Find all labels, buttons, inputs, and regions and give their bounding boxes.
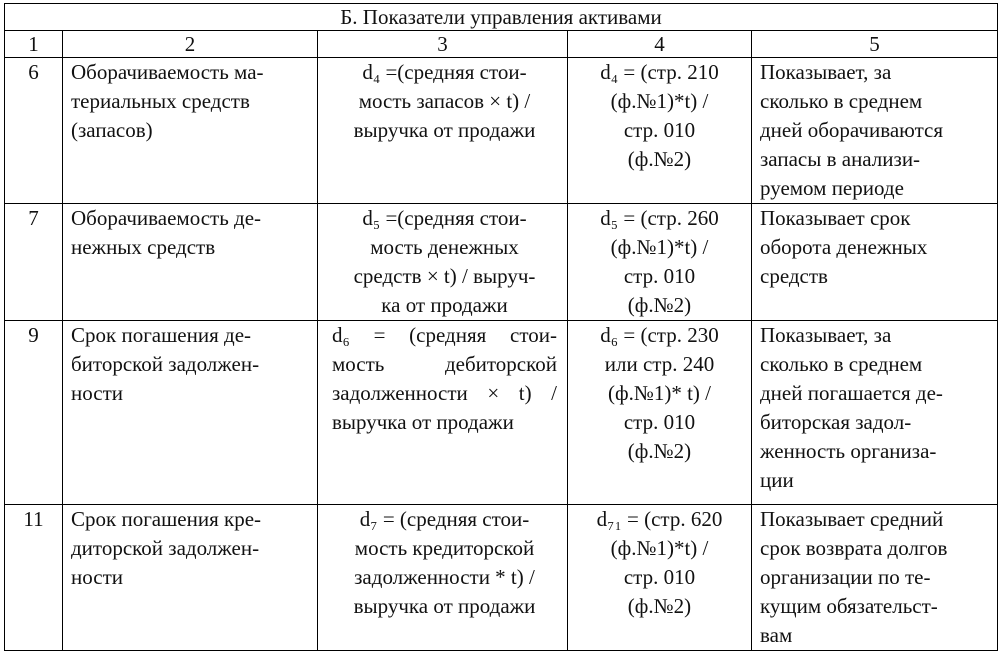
description-cell [752, 505, 998, 651]
indicator-name-line: Срок погашения кре- [71, 507, 262, 531]
indicator-name-line: териальных средств [71, 89, 250, 113]
formula-line: выручка от продажи [353, 594, 536, 618]
column-number-row [5, 31, 998, 58]
formula-line: средств × t) / выруч- [353, 264, 536, 288]
formula-line: d₆ = (средняя стои- [332, 323, 557, 347]
indicator-name-line: нежных средств [71, 235, 216, 259]
indicator-name [63, 204, 318, 321]
report-line: (ф.№1)*t) / [610, 536, 709, 560]
indicator-name-line: Оборачиваемость ма- [71, 60, 264, 84]
row-number: 9 [5, 321, 63, 505]
report-line: стр. 010 [623, 118, 696, 142]
indicator-name-line: ности [71, 381, 123, 405]
report-line: стр. 010 [623, 264, 696, 288]
report-line: (ф.№2) [627, 147, 692, 171]
report-line: d₄ = (стр. 210 [600, 60, 719, 84]
table-row [5, 505, 998, 651]
description-line: Показывает средний [760, 507, 944, 531]
description-line: вам [760, 623, 793, 647]
report-line: стр. 010 [623, 565, 696, 589]
formula-line: d₅ =(средняя стои- [362, 206, 527, 230]
description-line: сколько в среднем [760, 89, 923, 113]
column-number-4: 4 [568, 31, 752, 58]
asset-management-table [4, 3, 998, 651]
formula-cell [318, 204, 568, 321]
description-line: женность организа- [760, 439, 937, 463]
indicator-name-line: ности [71, 565, 123, 589]
description-line: ции [760, 468, 794, 492]
formula-line: d₇ = (средняя стои- [359, 507, 530, 531]
formula-line: мость денежных [370, 235, 519, 259]
formula-line: задолженности × t) / [332, 381, 557, 405]
row-number: 7 [5, 204, 63, 321]
indicator-name-line: Срок погашения де- [71, 323, 252, 347]
description-line: сколько в среднем [760, 352, 923, 376]
column-number-1: 1 [5, 31, 63, 58]
row-number: 6 [5, 58, 63, 204]
column-number-2: 2 [63, 31, 318, 58]
report-line: (ф.№2) [627, 439, 692, 463]
report-line: d₆ = (стр. 230 [600, 323, 719, 347]
formula-line: ка от продажи [381, 293, 508, 317]
formula-cell [318, 505, 568, 651]
description-line: руемом периоде [760, 176, 904, 200]
description-cell [752, 321, 998, 505]
formula-cell [318, 321, 568, 505]
description-line: Показывает, за [760, 60, 892, 84]
report-line: (ф.№1)*t) / [610, 89, 709, 113]
formula-cell [318, 58, 568, 204]
formula-line: выручка от продажи [353, 118, 536, 142]
formula-line: d₄ =(средняя стои- [362, 60, 527, 84]
report-line: (ф.№2) [627, 594, 692, 618]
row-number: 11 [5, 505, 63, 651]
report-line: или стр. 240 [604, 352, 715, 376]
formula-line: мость кредиторской [354, 536, 535, 560]
column-number-5: 5 [752, 31, 998, 58]
table-row [5, 58, 998, 204]
report-lines-cell [568, 321, 752, 505]
report-line: d₇₁ = (стр. 620 [596, 507, 723, 531]
indicator-name-line: диторской задолжен- [71, 536, 260, 560]
table-title: Б. Показатели управления активами [5, 4, 998, 31]
report-lines-cell [568, 58, 752, 204]
report-line: d₅ = (стр. 260 [600, 206, 719, 230]
indicator-name [63, 321, 318, 505]
description-line: Показывает срок [760, 206, 911, 230]
indicator-name [63, 505, 318, 651]
report-line: (ф.№1)*t) / [610, 235, 709, 259]
formula-line: задолженности * t) / [354, 565, 535, 589]
indicator-name-line: (запасов) [71, 118, 153, 142]
report-lines-cell [568, 505, 752, 651]
report-line: (ф.№1)* t) / [607, 381, 712, 405]
description-cell [752, 58, 998, 204]
report-line: (ф.№2) [627, 293, 692, 317]
description-line: дней погашается де- [760, 381, 943, 405]
description-line: дней оборачиваются [760, 118, 943, 142]
report-lines-cell [568, 204, 752, 321]
formula-line: мость дебиторской [332, 352, 557, 376]
formula-line: выручка от продажи [332, 410, 514, 434]
table-row [5, 204, 998, 321]
description-cell [752, 204, 998, 321]
indicator-name-line: Оборачиваемость де- [71, 206, 262, 230]
description-line: организации по те- [760, 565, 931, 589]
description-line: оборота денежных [760, 235, 928, 259]
description-line: срок возврата долгов [760, 536, 948, 560]
description-line: Показывает, за [760, 323, 892, 347]
report-line: стр. 010 [623, 410, 696, 434]
column-number-3: 3 [318, 31, 568, 58]
table-row [5, 321, 998, 505]
description-line: запасы в анализи- [760, 147, 921, 171]
table-title-row [5, 4, 998, 31]
description-line: кущим обязательст- [760, 594, 938, 618]
description-line: средств [760, 264, 828, 288]
indicator-name-line: биторской задолжен- [71, 352, 260, 376]
description-line: биторская задол- [760, 410, 912, 434]
formula-line: мость запасов × t) / [358, 89, 531, 113]
indicator-name [63, 58, 318, 204]
